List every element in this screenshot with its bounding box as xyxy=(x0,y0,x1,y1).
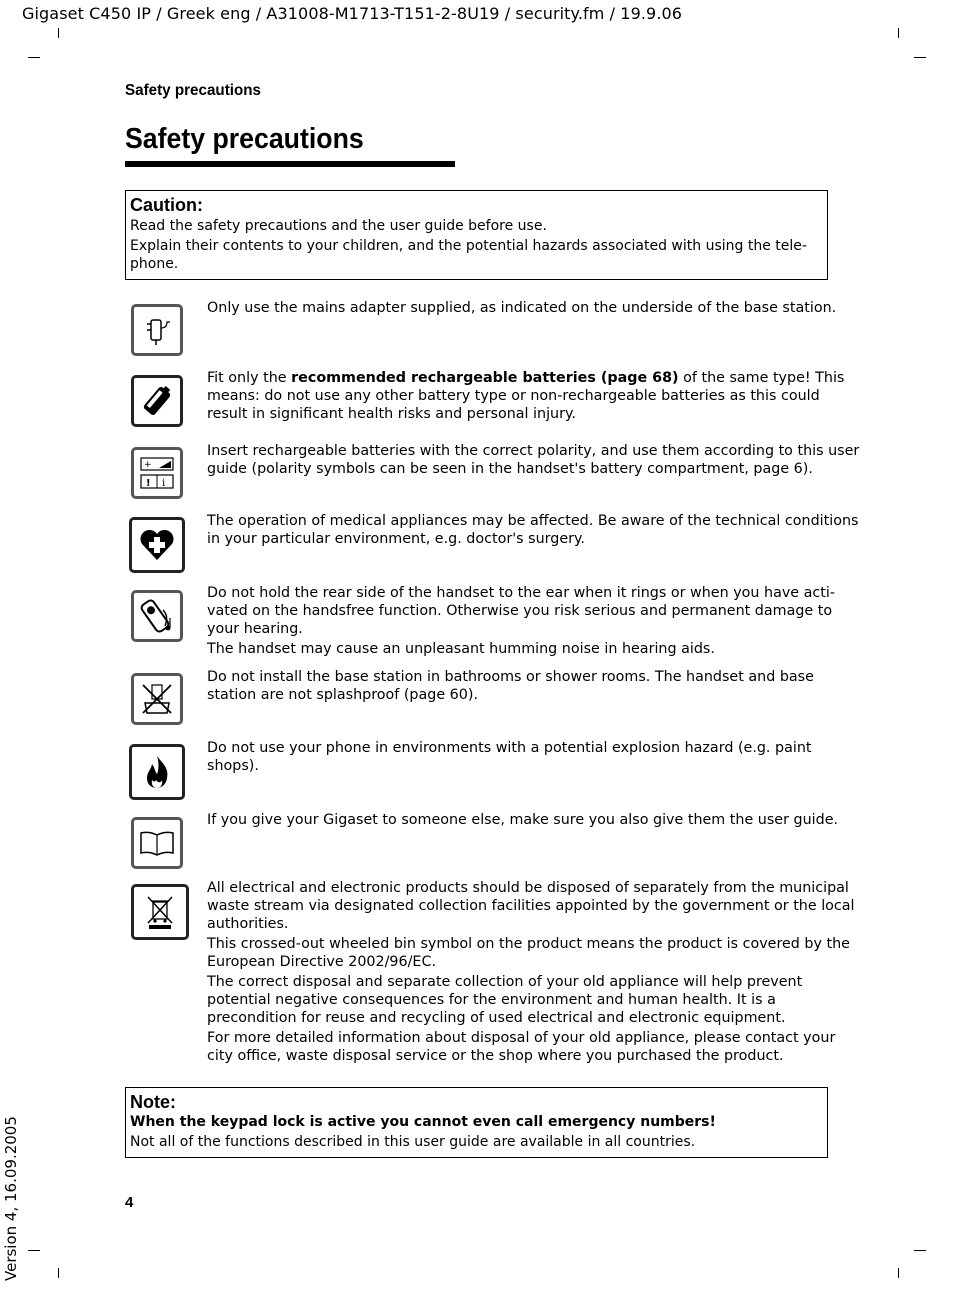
item-bathroom xyxy=(207,668,829,704)
item-text: Fit only the xyxy=(207,370,292,386)
item-medical xyxy=(207,512,859,548)
battery-icon xyxy=(131,375,183,427)
item-text: of the same type! This xyxy=(678,370,845,386)
item-polarity xyxy=(207,442,860,478)
item-text: station are not splashproof (page 60). xyxy=(207,687,478,703)
note-box xyxy=(125,1087,828,1158)
crop-mark xyxy=(914,57,926,58)
item-text: result in significant health risks and personal injury. xyxy=(207,406,576,422)
mains-adapter-icon xyxy=(131,304,183,356)
item-text: city office, waste disposal service or the shop where you purchased the product. xyxy=(207,1048,784,1064)
crossed-bin-icon xyxy=(131,884,189,940)
item-disposal xyxy=(207,879,855,1065)
crop-mark xyxy=(898,1268,899,1278)
item-text: The operation of medical appliances may be affected. Be aware of the technical conditions xyxy=(207,513,859,529)
item-text: The correct disposal and separate collection of your old appliance will help prevent xyxy=(207,974,803,990)
no-bathroom-icon xyxy=(131,673,183,725)
crop-mark xyxy=(58,28,59,38)
item-text: potential negative consequences for the environment and human health. It is a xyxy=(207,992,776,1008)
item-handset-ear xyxy=(207,584,835,658)
svg-text:i: i xyxy=(162,478,166,489)
item-text: waste stream via designated collection facilities appointed by the government or the local xyxy=(207,898,855,914)
page-number: 4 xyxy=(125,1194,134,1211)
note-warning: When the keypad lock is active you cannot even call emergency numbers! xyxy=(130,1114,716,1130)
user-guide-book-icon xyxy=(131,817,183,869)
svg-text:+: + xyxy=(144,460,152,470)
item-batteries xyxy=(207,369,845,423)
caution-line: Read the safety precautions and the user guide before use. xyxy=(130,218,547,234)
item-explosion xyxy=(207,739,829,775)
caution-line: Explain their contents to your children, and the potential hazards associated with using the tele- xyxy=(130,238,807,254)
page-title: Safety precautions xyxy=(125,123,364,155)
item-text: Do not use your phone in environments with a potential explosion hazard (e.g. paint xyxy=(207,740,812,756)
item-text: If you give your Gigaset to someone else, make sure you also give them the user guide. xyxy=(207,812,839,828)
crop-mark xyxy=(914,1250,926,1251)
item-text: in your particular environment, e.g. doctor's surgery. xyxy=(207,531,585,547)
item-text: precondition for reuse and recycling of used electrical and electronic equipment. xyxy=(207,1010,786,1026)
title-rule xyxy=(125,161,455,167)
item-text: shops). xyxy=(207,758,259,774)
crop-mark xyxy=(898,28,899,38)
crop-mark xyxy=(28,1250,40,1251)
item-text: authorities. xyxy=(207,916,289,932)
document-header: Gigaset C450 IP / Greek eng / A31008-M1713-T151-2-8U19 / security.fm / 19.9.06 xyxy=(22,4,683,23)
caution-heading: Caution: xyxy=(130,195,203,215)
svg-text:!: ! xyxy=(146,478,151,489)
explosion-flame-icon xyxy=(129,744,185,800)
handset-ear-icon xyxy=(131,590,183,642)
item-text: All electrical and electronic products should be disposed of separately from the municipal xyxy=(207,880,849,896)
caution-line: phone. xyxy=(130,256,179,272)
item-text: European Directive 2002/96/EC. xyxy=(207,954,436,970)
caution-box xyxy=(125,190,828,280)
note-heading: Note: xyxy=(130,1092,176,1112)
polarity-icon xyxy=(131,447,183,499)
item-text: means: do not use any other battery type or non-rechargeable batteries as this could xyxy=(207,388,820,404)
item-text: vated on the handsfree function. Otherwise you risk serious and permanent damage to xyxy=(207,603,833,619)
item-text: your hearing. xyxy=(207,621,303,637)
item-text: This crossed-out wheeled bin symbol on the product means the product is covered by the xyxy=(207,936,850,952)
item-mains-adapter xyxy=(207,299,837,317)
item-text: For more detailed information about disposal of your old appliance, please contact your xyxy=(207,1030,836,1046)
crop-mark xyxy=(28,57,40,58)
item-text: The handset may cause an unpleasant humming noise in hearing aids. xyxy=(207,641,715,657)
batteries-page-reference: recommended rechargeable batteries (page 68) xyxy=(291,370,679,386)
version-stamp: Version 4, 16.09.2005 xyxy=(2,1116,20,1281)
item-text: Only use the mains adapter supplied, as indicated on the underside of the base station. xyxy=(207,300,837,316)
medical-heart-icon xyxy=(129,517,185,573)
item-text: Do not hold the rear side of the handset to the ear when it rings or when you have acti- xyxy=(207,585,835,601)
item-user-guide xyxy=(207,811,839,829)
running-title: Safety precautions xyxy=(125,82,261,99)
item-text: guide (polarity symbols can be seen in the handset's battery compartment, page 6). xyxy=(207,461,813,477)
item-text: Do not install the base station in bathrooms or shower rooms. The handset and base xyxy=(207,669,814,685)
note-line: Not all of the functions described in this user guide are available in all countries. xyxy=(130,1134,696,1150)
item-text: Insert rechargeable batteries with the correct polarity, and use them according to this user xyxy=(207,443,860,459)
crop-mark xyxy=(58,1268,59,1278)
